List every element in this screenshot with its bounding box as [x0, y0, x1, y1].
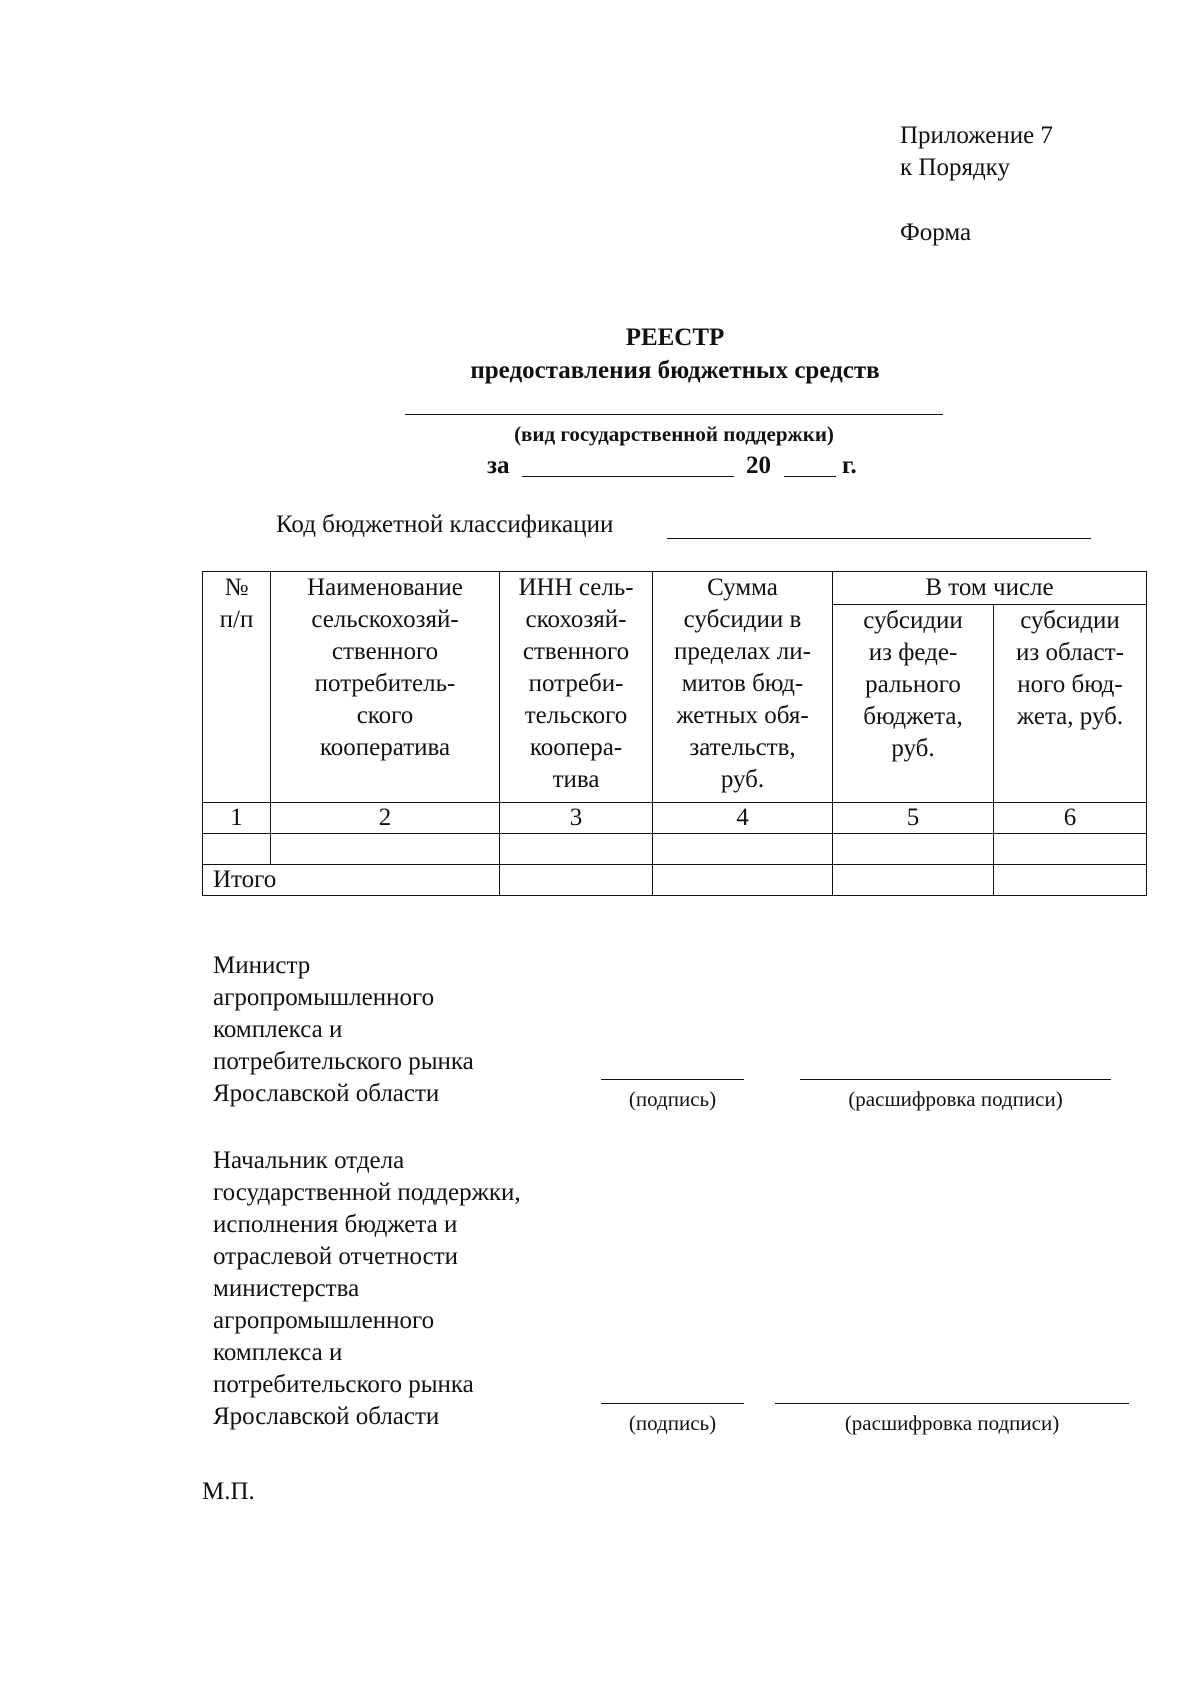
table-cell — [833, 865, 994, 896]
table-cell — [500, 834, 653, 865]
header-subsidy-amount: Сумма субсидии в пределах ли- митов бюд- жетных обя- зательств, руб. — [653, 572, 833, 803]
budget-code-label: Код бюджетной классификации — [276, 511, 614, 538]
total-row — [203, 865, 1147, 896]
budget-code-blank-line — [667, 538, 1091, 539]
column-number-1: 1 — [203, 803, 271, 834]
appendix-reference: к Порядку — [900, 154, 1010, 181]
minister-decoding-line — [800, 1079, 1111, 1080]
form-label: Форма — [900, 219, 972, 246]
table-cell — [500, 865, 653, 896]
table-cell — [994, 834, 1147, 865]
department-head-decoding-caption: (расшифровка подписи) — [844, 1411, 1060, 1435]
year-blank-line — [784, 476, 836, 477]
appendix-title: Приложение 7 — [900, 122, 1053, 149]
column-number-2: 2 — [271, 803, 500, 834]
period-year: 20 — [746, 452, 771, 479]
minister-signature-line — [601, 1079, 744, 1080]
column-number-3: 3 — [500, 803, 653, 834]
period-blank-line — [522, 476, 734, 477]
stamp-place: М.П. — [202, 1478, 255, 1505]
table-cell — [271, 834, 500, 865]
column-number-5: 5 — [833, 803, 994, 834]
table-row — [203, 834, 1147, 865]
table-cell — [203, 834, 271, 865]
support-type-blank-line — [405, 414, 943, 415]
department-head-position: Начальник отдела государственной поддержки, исполнения бюджета и отраслевой отчетности министерства агропромышленного комплекса и потребительского рынка Ярославской области — [213, 1147, 521, 1430]
period-suffix: г. — [842, 452, 857, 479]
header-inn: ИНН сель- скохозяй- ственного потреби- тельского коопера- тива — [500, 572, 653, 803]
registry-subtitle: предоставления бюджетных средств — [470, 357, 880, 384]
total-label: Итого — [203, 865, 500, 896]
minister-position: Министр агропромышленного комплекса и потребительского рынка Ярославской области — [213, 952, 474, 1107]
minister-signature-caption: (подпись) — [628, 1087, 717, 1111]
table-cell — [994, 865, 1147, 896]
period-prefix: за — [487, 452, 510, 479]
header-regional-subsidy: субсидии из област- ного бюд- жета, руб. — [994, 605, 1147, 803]
column-number-4: 4 — [653, 803, 833, 834]
header-number: № п/п — [203, 572, 271, 803]
department-head-signature-line — [601, 1403, 744, 1404]
table-cell — [653, 834, 833, 865]
registry-title: РЕЕСТР — [625, 324, 725, 351]
department-head-decoding-line — [775, 1403, 1129, 1404]
header-federal-subsidy: субсидии из феде- рального бюджета, руб. — [833, 605, 994, 803]
header-including: В том числе — [833, 572, 1147, 605]
department-head-signature-caption: (подпись) — [628, 1411, 717, 1435]
table-cell — [653, 865, 833, 896]
minister-decoding-caption: (расшифровка подписи) — [848, 1087, 1063, 1111]
support-type-caption: (вид государственной поддержки) — [514, 422, 834, 446]
registry-table — [202, 571, 1147, 896]
header-cooperative-name: Наименование сельскохозяй- ственного потребитель- ского кооператива — [271, 572, 500, 803]
column-number-6: 6 — [994, 803, 1147, 834]
table-cell — [833, 834, 994, 865]
